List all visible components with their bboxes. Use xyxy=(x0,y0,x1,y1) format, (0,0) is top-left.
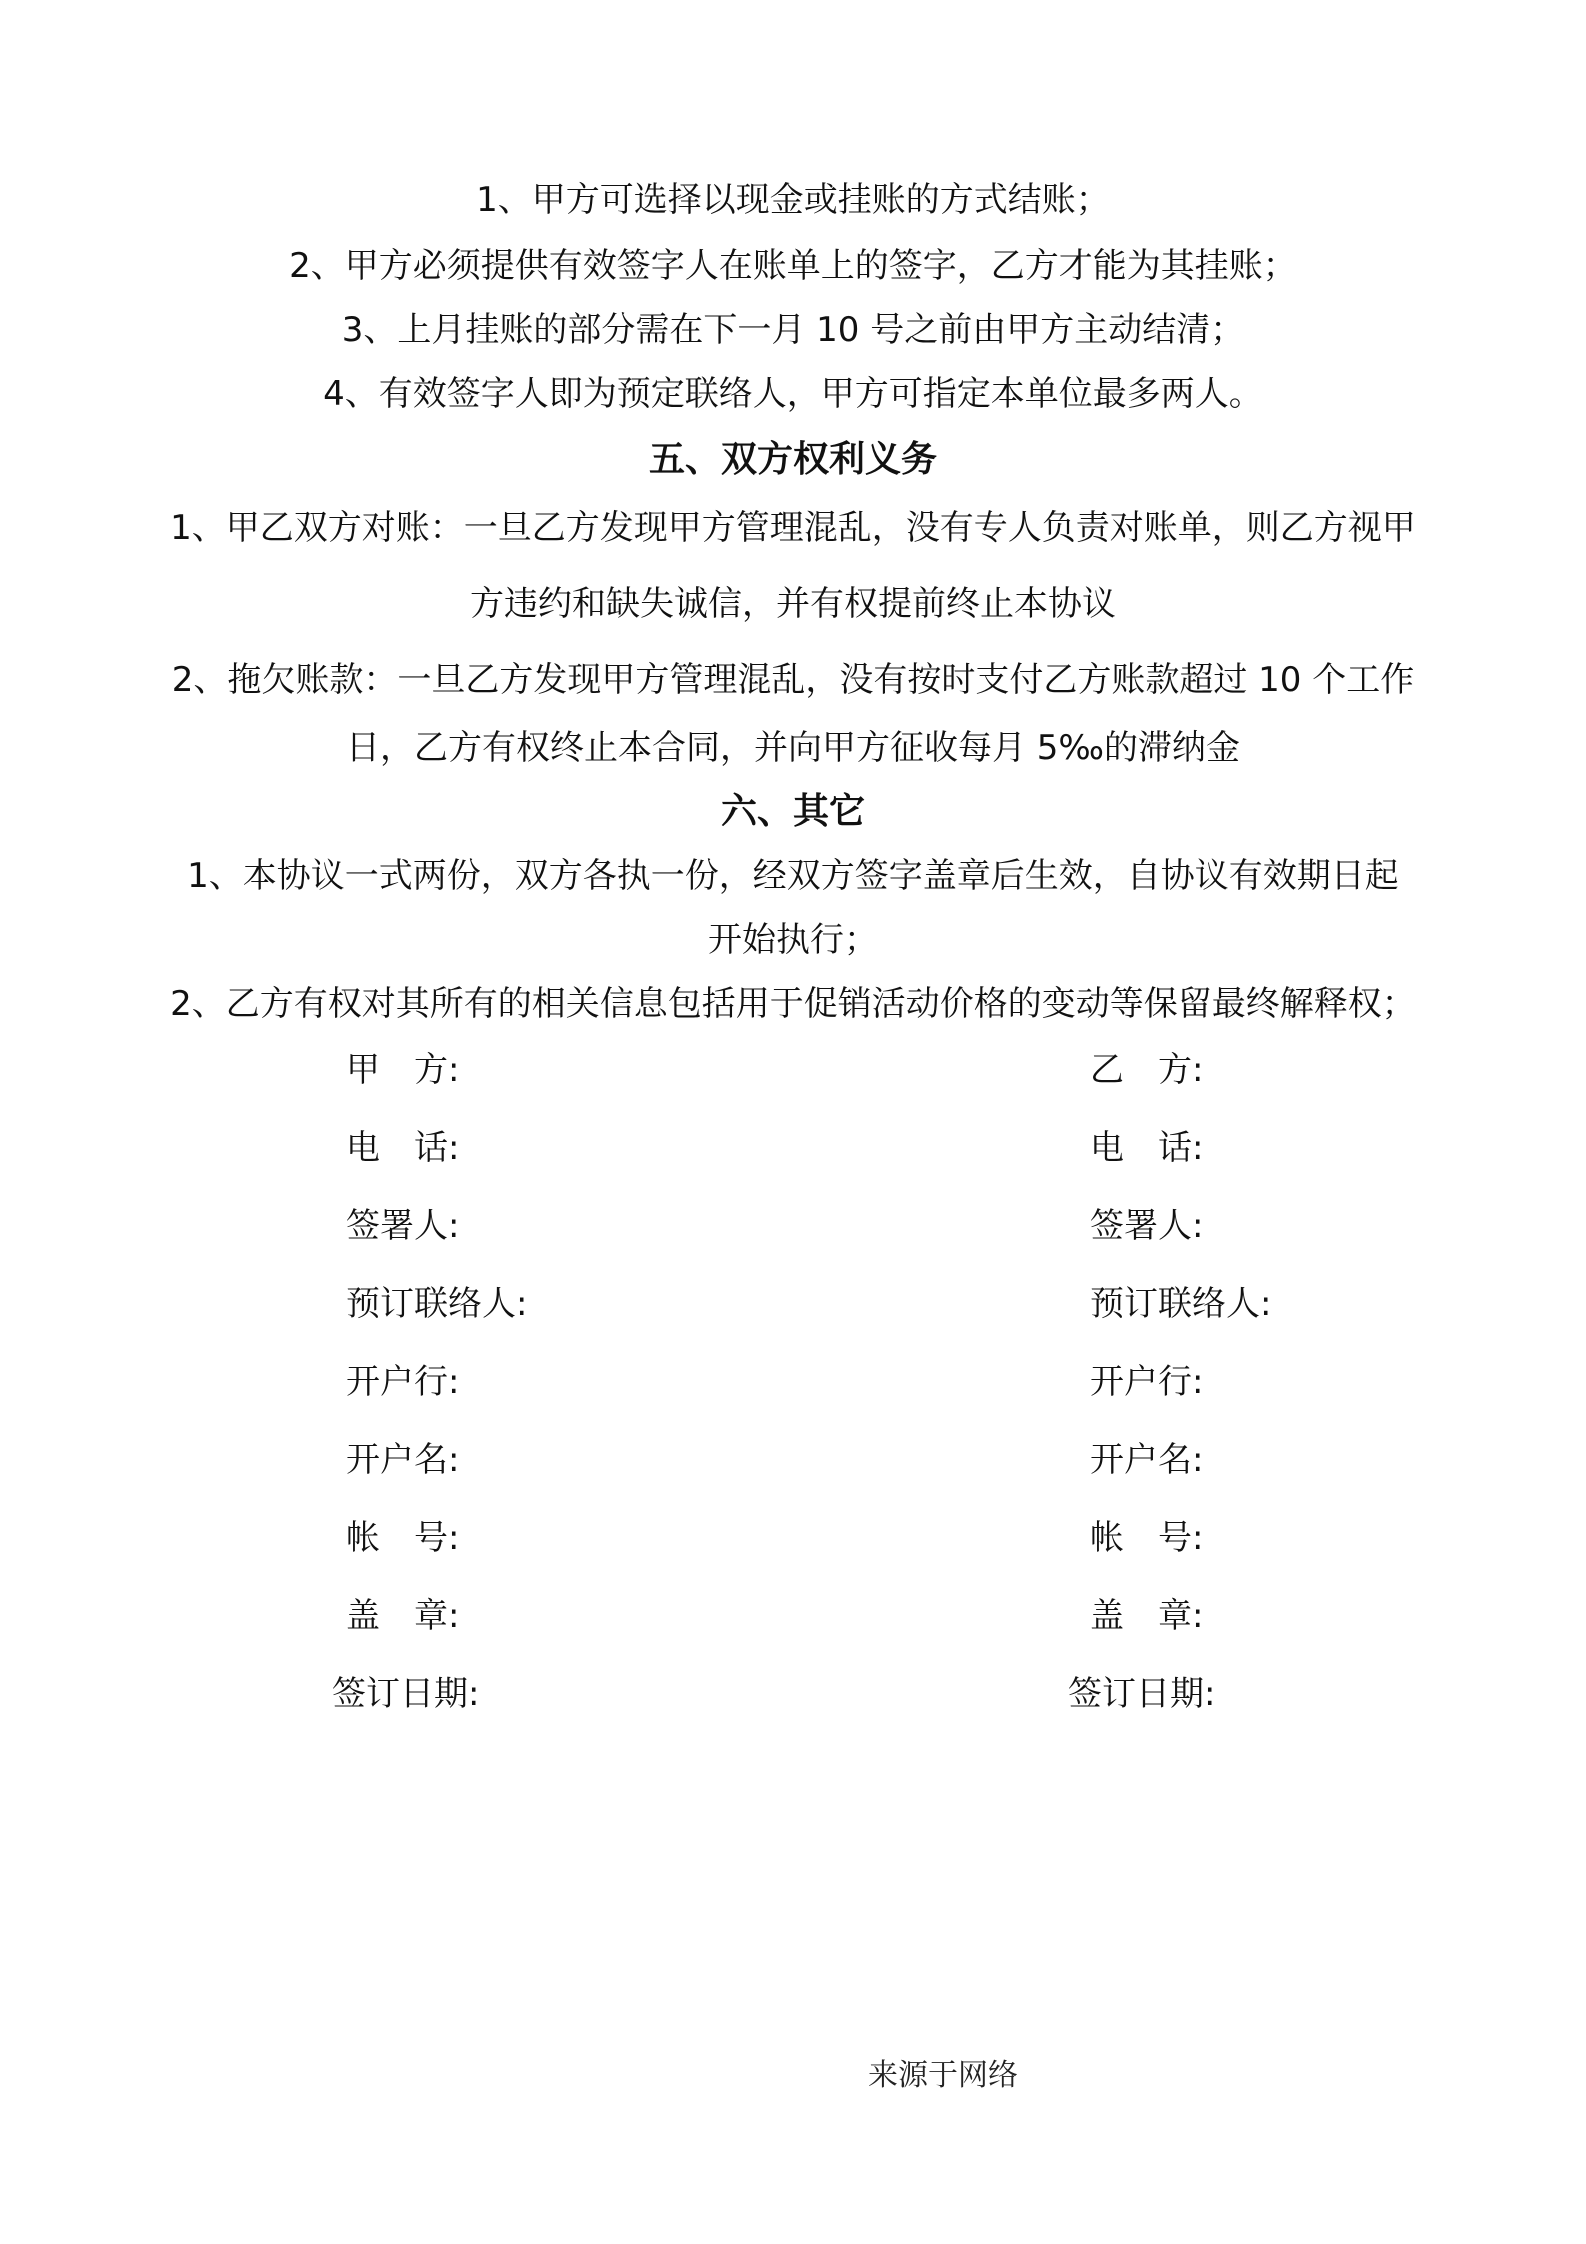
other-clause-1-line-1: 1、本协议一式两份，双方各执一份，经双方签字盖章后生效，自协议有效期日起 xyxy=(187,856,1399,896)
rights-clause-1-line-2: 方违约和缺失诚信，并有权提前终止本协议 xyxy=(470,584,1116,624)
party-a-bank-label: 开户行: xyxy=(346,1362,460,1402)
party-a-account-number-label: 帐 号: xyxy=(346,1518,460,1558)
party-b-seal-label: 盖 章: xyxy=(1090,1596,1204,1636)
party-b-date-label: 签订日期: xyxy=(1068,1674,1216,1714)
party-b-account-name-label: 开户名: xyxy=(1090,1440,1204,1480)
party-a-seal-label: 盖 章: xyxy=(346,1596,460,1636)
party-b-bank-label: 开户行: xyxy=(1090,1362,1204,1402)
party-a-account-name-label: 开户名: xyxy=(346,1440,460,1480)
source-footer: 来源于网络 xyxy=(868,2058,1018,2093)
section-heading-other: 六、其它 xyxy=(720,791,865,832)
other-clause-2: 2、乙方有权对其所有的相关信息包括用于促销活动价格的变动等保留最终解释权； xyxy=(170,984,1416,1024)
other-clause-1-line-2: 开始执行； xyxy=(708,920,878,960)
party-b-contact-label: 预订联络人: xyxy=(1090,1284,1272,1324)
party-b-name-label: 乙 方: xyxy=(1090,1050,1204,1090)
settlement-clause-2: 2、甲方必须提供有效签字人在账单上的签字，乙方才能为其挂账； xyxy=(289,246,1297,286)
settlement-clause-1: 1、甲方可选择以现金或挂账的方式结账； xyxy=(476,180,1110,220)
rights-clause-1-line-1: 1、甲乙双方对账：一旦乙方发现甲方管理混乱，没有专人负责对账单，则乙方视甲 xyxy=(170,508,1416,548)
party-b-phone-label: 电 话: xyxy=(1090,1128,1204,1168)
settlement-clause-3: 3、上月挂账的部分需在下一月 10 号之前由甲方主动结清； xyxy=(341,310,1245,350)
party-a-signer-label: 签署人: xyxy=(346,1206,460,1246)
party-b-signer-label: 签署人: xyxy=(1090,1206,1204,1246)
rights-clause-2-line-1: 2、拖欠账款：一旦乙方发现甲方管理混乱，没有按时支付乙方账款超过 10 个工作 xyxy=(171,660,1415,700)
party-a-name-label: 甲 方: xyxy=(346,1050,460,1090)
rights-clause-2-line-2: 日，乙方有权终止本合同，并向甲方征收每月 5‰的滞纳金 xyxy=(345,728,1241,768)
section-heading-rights-obligations: 五、双方权利义务 xyxy=(648,439,937,480)
party-a-date-label: 签订日期: xyxy=(332,1674,480,1714)
party-b-account-number-label: 帐 号: xyxy=(1090,1518,1204,1558)
party-a-phone-label: 电 话: xyxy=(346,1128,460,1168)
party-a-contact-label: 预订联络人: xyxy=(346,1284,528,1324)
settlement-clause-4: 4、有效签字人即为预定联络人，甲方可指定本单位最多两人。 xyxy=(323,374,1263,414)
